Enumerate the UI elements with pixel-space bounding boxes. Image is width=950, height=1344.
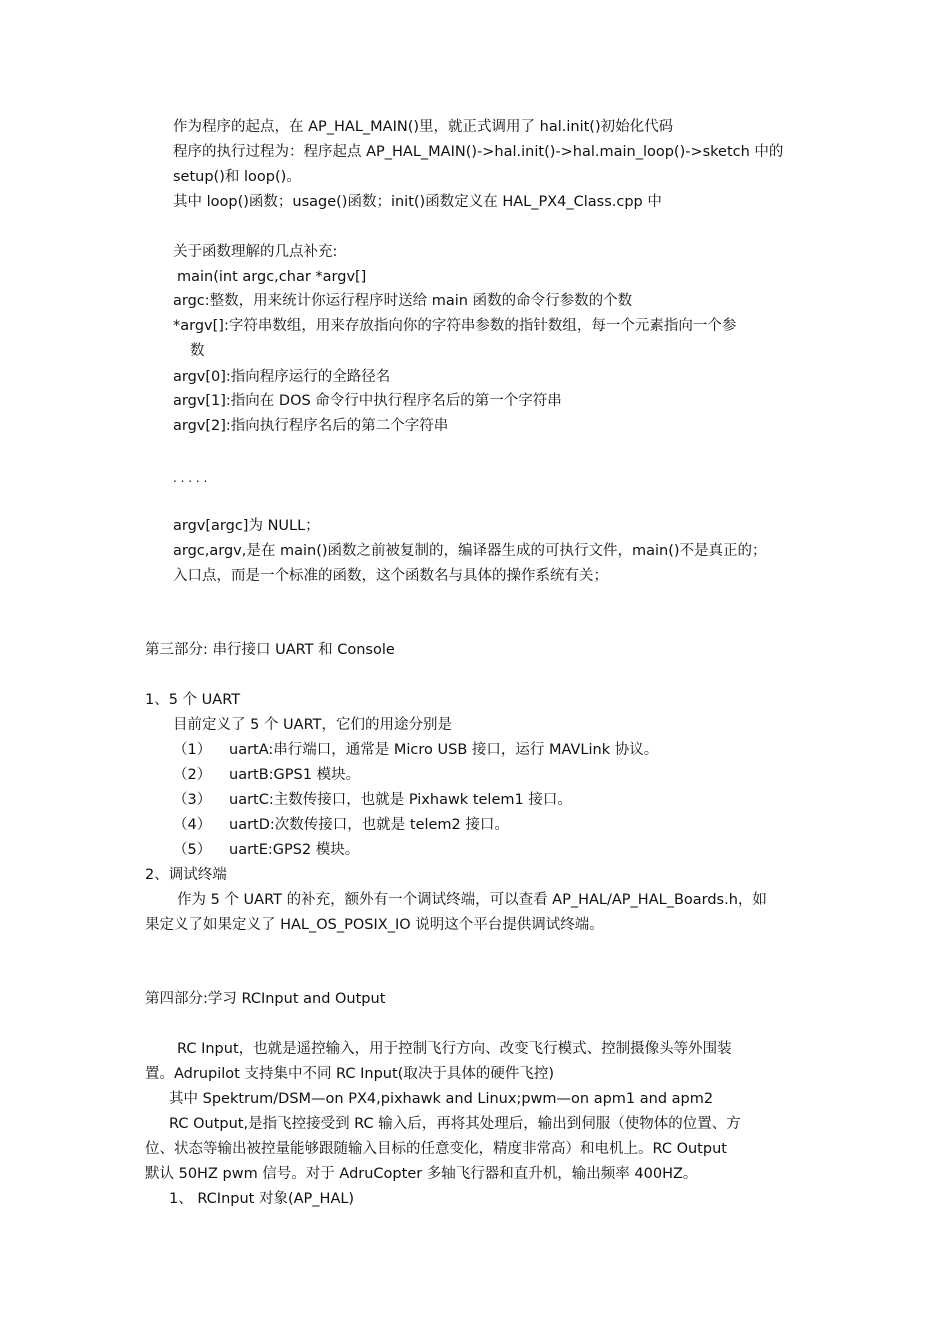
uart-item-number: （5） bbox=[173, 842, 212, 858]
copied-note-line-2: 入口点，而是一个标准的函数，这个函数名与具体的操作系统有关； bbox=[173, 568, 608, 584]
debug-terminal-para-line-1: 作为 5 个 UART 的补充，额外有一个调试终端，可以查看 AP_HAL/AP_HAL_Boards.h，如 bbox=[177, 892, 767, 908]
uart-item-number: （3） bbox=[173, 792, 212, 808]
uart-item-text: uartE:GPS2 模块。 bbox=[229, 842, 360, 858]
rc-input-para-line-2: 置。Adrupilot 支持集中不同 RC Input(取决于具体的硬件飞控) bbox=[145, 1066, 555, 1082]
argv-note-line-1: *argv[]:字符串数组，用来存放指向你的字符串参数的指针数组，每一个元素指向一个参 bbox=[173, 318, 737, 334]
argv1-note: argv[1]:指向在 DOS 命令行中执行程序名后的第一个字符串 bbox=[173, 393, 562, 409]
notes-heading: 关于函数理解的几点补充: bbox=[173, 244, 338, 260]
uart-section-heading: 1、5 个 UART bbox=[145, 692, 241, 708]
uart-item-text: uartA:串行端口，通常是 Micro USB 接口，运行 MAVLink 协议。 bbox=[229, 742, 659, 758]
rc-output-para-line-1: RC Output,是指飞控接受到 RC 输入后，再将其处理后，输出到伺服（使物体的位置、方 bbox=[169, 1116, 741, 1132]
uart-item-number: （1） bbox=[173, 742, 212, 758]
intro-line-2: 程序的执行过程为：程序起点 AP_HAL_MAIN()->hal.init()->hal.main_loop()->sketch 中的 bbox=[173, 144, 784, 160]
argv-note-line-2: 数 bbox=[190, 343, 205, 359]
rc-output-para-line-2: 位、状态等输出被控量能够跟随输入目标的任意变化，精度非常高）和电机上。RC Output bbox=[145, 1141, 727, 1157]
argv-argc-note: argv[argc]为 NULL； bbox=[173, 518, 320, 534]
argv2-note: argv[2]:指向执行程序名后的第二个字符串 bbox=[173, 418, 449, 434]
argc-note: argc:整数，用来统计你运行程序时送给 main 函数的命令行参数的个数 bbox=[173, 293, 633, 309]
rc-input-para-line-1: RC Input，也就是遥控输入，用于控制飞行方向、改变飞行模式、控制摄像头等外围装 bbox=[177, 1041, 732, 1057]
part4-title: 第四部分:学习 RCInput and Output bbox=[145, 991, 386, 1007]
uart-section-desc: 目前定义了 5 个 UART，它们的用途分别是 bbox=[173, 717, 452, 733]
uart-item bbox=[173, 840, 359, 860]
copied-note-line-1: argc,argv,是在 main()函数之前被复制的，编译器生成的可执行文件，main()不是真正的； bbox=[173, 543, 767, 559]
spektrum-line: 其中 Spektrum/DSM—on PX4,pixhawk and Linux;pwm—on apm1 and apm2 bbox=[169, 1091, 714, 1107]
part3-title: 第三部分: 串行接口 UART 和 Console bbox=[145, 642, 395, 658]
uart-item-number: （2） bbox=[173, 767, 212, 783]
uart-item-text: uartC:主数传接口，也就是 Pixhawk telem1 接口。 bbox=[229, 792, 572, 808]
intro-line-4: 其中 loop()函数；usage()函数；init()函数定义在 HAL_PX4_Class.cpp 中 bbox=[173, 194, 662, 210]
uart-item bbox=[173, 815, 509, 835]
uart-item-number: （4） bbox=[173, 817, 212, 833]
uart-item bbox=[173, 740, 658, 760]
uart-item-text: uartB:GPS1 模块。 bbox=[229, 767, 361, 783]
uart-item-text: uartD:次数传接口，也就是 telem2 接口。 bbox=[229, 817, 509, 833]
main-signature: main(int argc,char *argv[] bbox=[177, 269, 367, 285]
ellipsis: . . . . . bbox=[173, 471, 208, 485]
intro-line-3: setup()和 loop()。 bbox=[173, 169, 301, 185]
rc-output-para-line-3: 默认 50HZ pwm 信号。对于 AdruCopter 多轴飞行器和直升机，输出频率 400HZ。 bbox=[145, 1166, 698, 1182]
rcinput-object-heading: 1、 RCInput 对象(AP_HAL) bbox=[169, 1191, 355, 1207]
intro-line-1: 作为程序的起点，在 AP_HAL_MAIN()里，就正式调用了 hal.init()初始化代码 bbox=[173, 119, 674, 135]
debug-terminal-para-line-2: 果定义了如果定义了 HAL_OS_POSIX_IO 说明这个平台提供调试终端。 bbox=[145, 917, 604, 933]
argv0-note: argv[0]:指向程序运行的全路径名 bbox=[173, 369, 391, 385]
uart-item bbox=[173, 765, 360, 785]
uart-item bbox=[173, 790, 572, 810]
debug-terminal-heading: 2、调试终端 bbox=[145, 867, 227, 883]
